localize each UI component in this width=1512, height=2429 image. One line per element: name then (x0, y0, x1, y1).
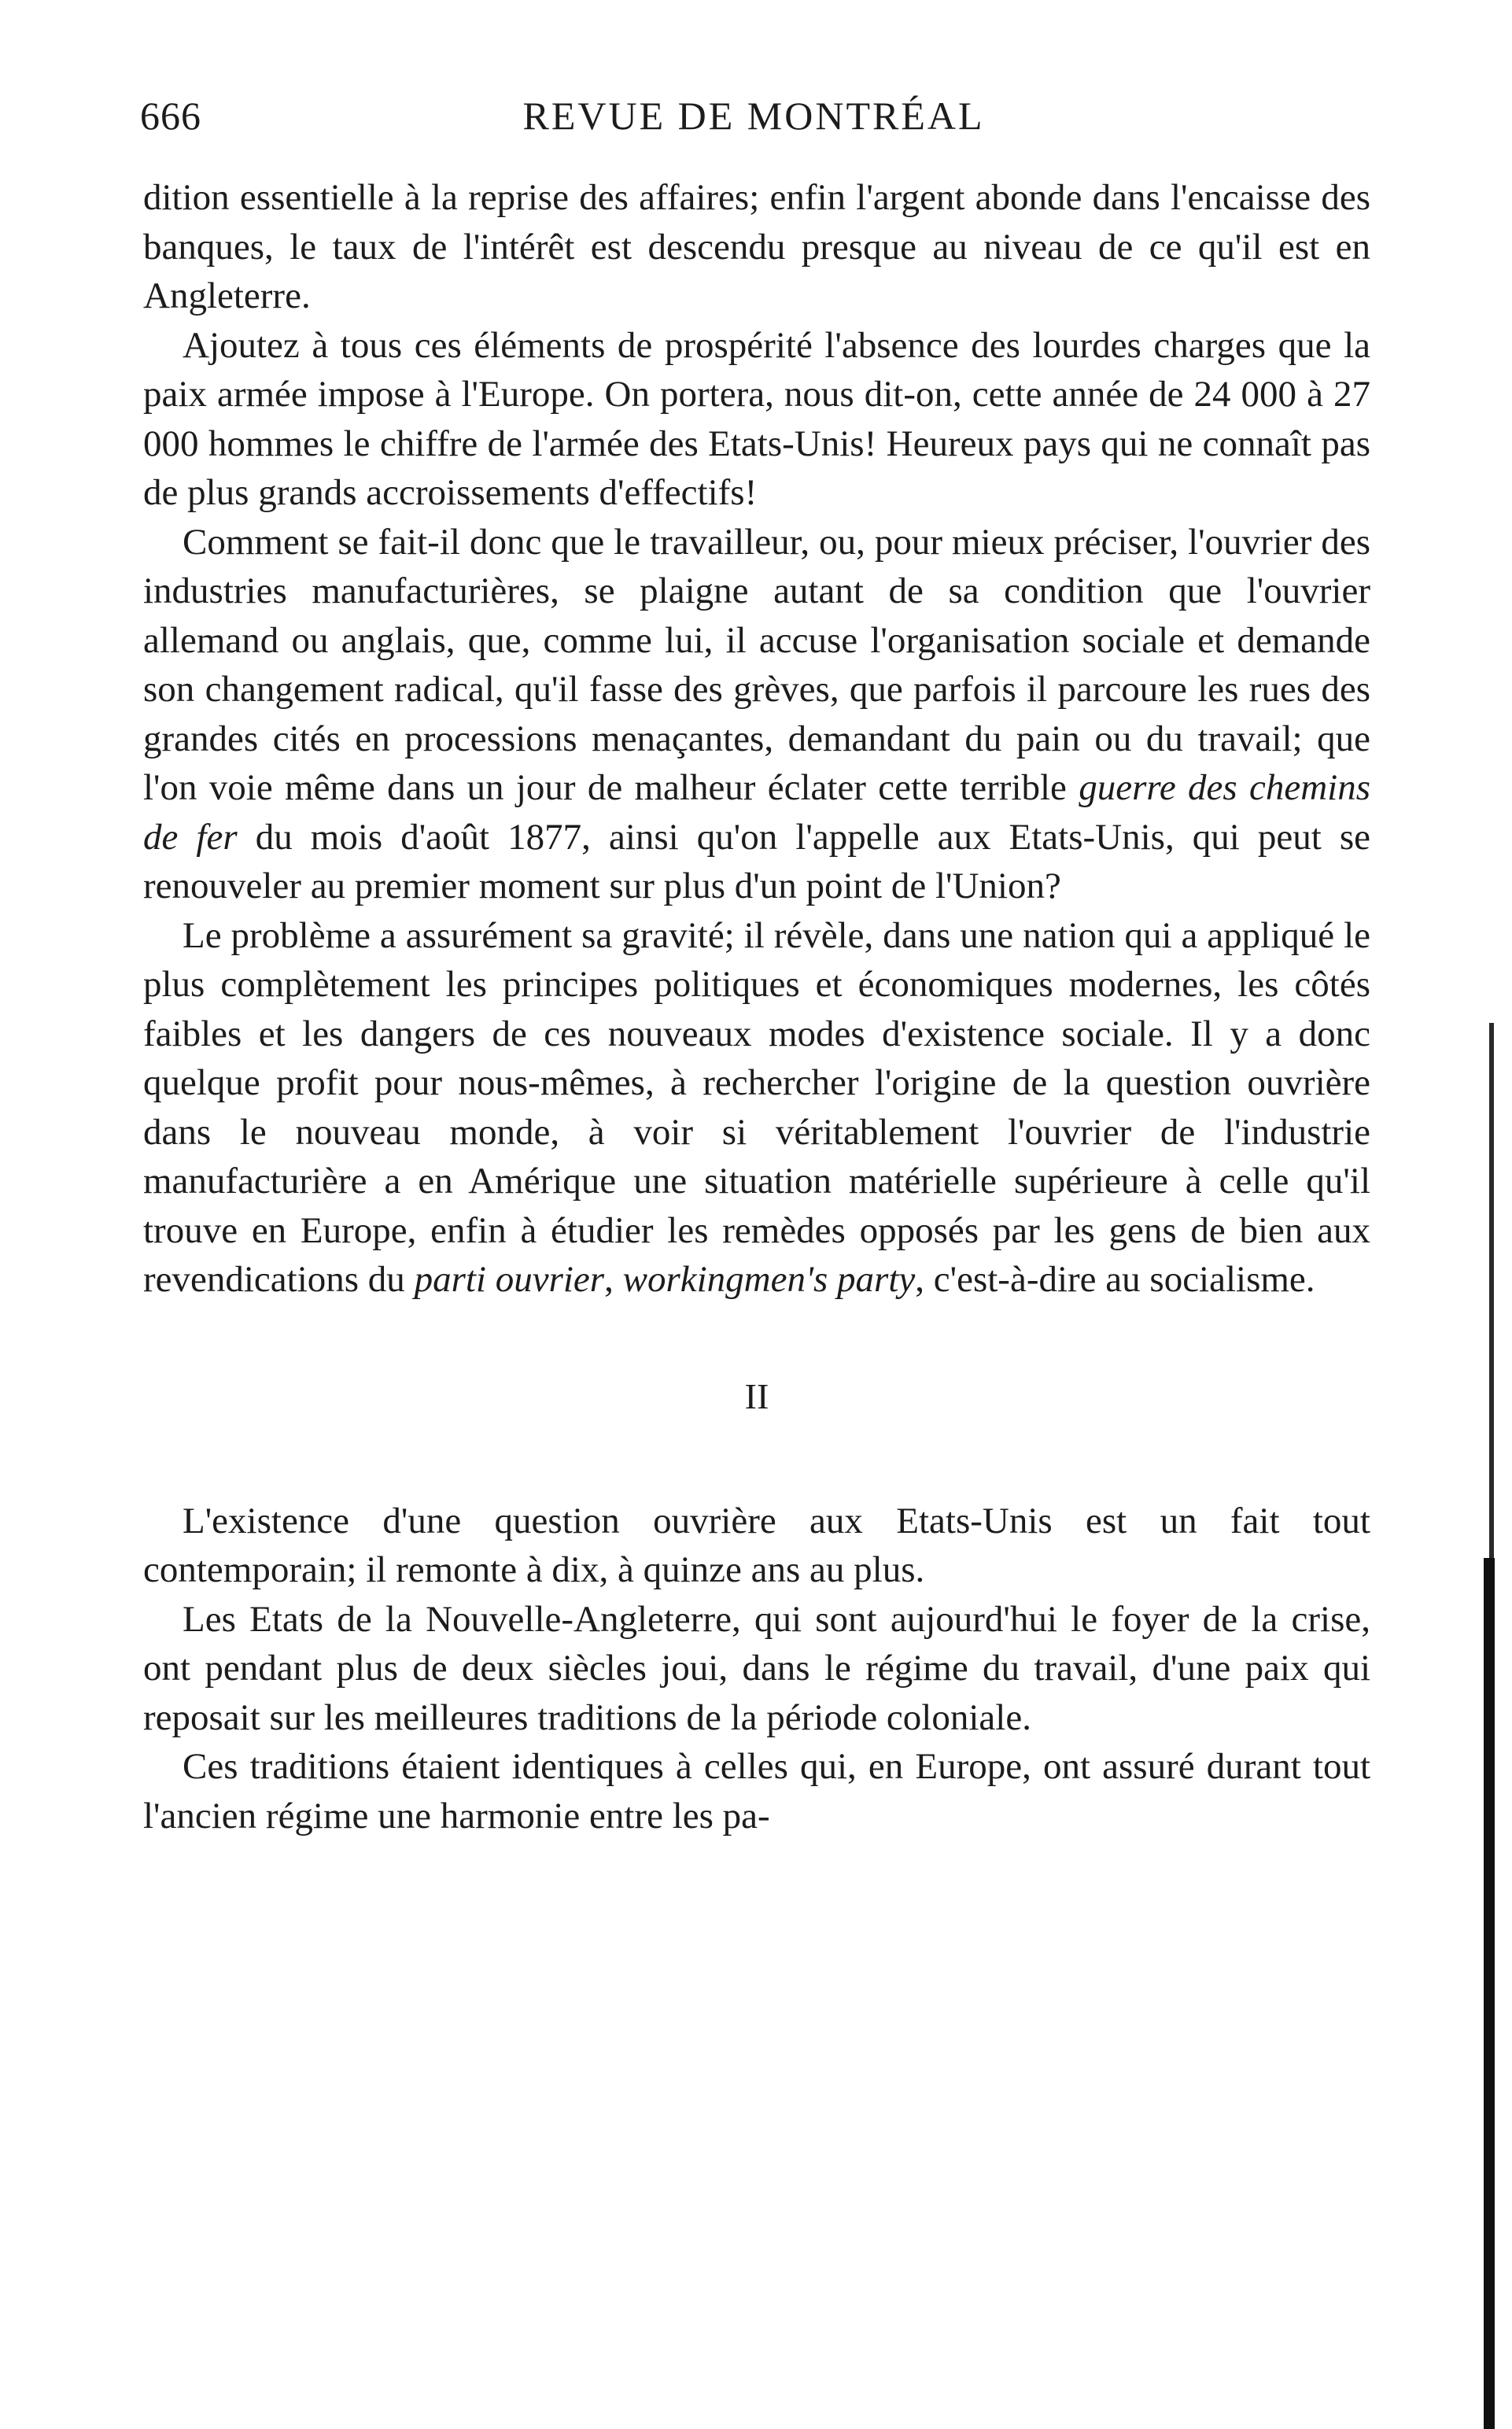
running-head (140, 93, 1367, 148)
text-run: L'existence d'une question ouvrière aux Etats-Unis est un fait tout contemporain; il remonte à dix, à quinze ans au plus. (143, 1500, 1370, 1590)
italic-text: parti ouvrier (414, 1259, 605, 1300)
paragraph (143, 1497, 1370, 1595)
paragraph (143, 911, 1370, 1305)
body-text (143, 173, 1370, 1840)
paragraph (143, 173, 1370, 321)
page-number: 666 (140, 94, 201, 138)
text-run: Ces traditions étaient identiques à celles qui, en Europe, ont assuré durant tout l'ancien régime une harmonie entre les pa- (143, 1746, 1370, 1837)
paragraph (143, 518, 1370, 911)
binding-shadow-dark (1484, 1558, 1495, 2429)
section-heading: II (744, 1375, 769, 1416)
text-run: du mois d'août 1877, ainsi qu'on l'appelle aux Etats-Unis, qui peut se renouveler au premier moment sur plus d'un point de l'Union? (143, 816, 1370, 906)
paragraph (143, 1595, 1370, 1743)
text-run: Comment se fait-il donc que le travailleur, ou, pour mieux préciser, l'ouvrier des industries manufacturières, se plaigne autant de sa condition que l'ouvrier allemand ou anglais, que, comme lui, il accuse l'organisation sociale et demande son changement radical, qu'il fasse des grèves, que parfois il parcoure les rues des grandes cités en processions menaçantes, demandant du pain ou du travail; que l'on voie même dans un jour de malheur éclater cette terrible (143, 521, 1370, 808)
paragraphs-before-section (143, 173, 1370, 1305)
journal-title: REVUE DE MONTRÉAL (522, 94, 985, 138)
text-run: , (604, 1259, 623, 1300)
italic-text: guerre des chemins de fer (143, 767, 1370, 858)
italic-text: workingmen's party (622, 1259, 916, 1300)
text-run: Les Etats de la Nouvelle-Angleterre, qui sont aujourd'hui le foyer de la crise, ont pendant plus de deux siècles joui, dans le régime du travail, d'une paix qui reposait sur les meilleures traditions de la période coloniale. (143, 1598, 1370, 1738)
text-run: dition essentielle à la reprise des affaires; enfin l'argent abonde dans l'encaisse des banques, le taux de l'intérêt est descendu presque au niveau de ce qu'il est en Angleterre. (143, 177, 1370, 316)
paragraph (143, 321, 1370, 518)
text-run: Le problème a assurément sa gravité; il révèle, dans une nation qui a appliqué le plus complètement les principes politiques et économiques modernes, les côtés faibles et les dangers de ces nouveaux modes d'existence sociale. Il y a donc quelque profit pour nous-mêmes, à rechercher l'origine de la question ouvrière dans le nouveau monde, à voir si véritablement l'ouvrier de l'industrie manufacturière a en Amérique une situation matérielle supérieure à celle qu'il trouve en Europe, enfin à étudier les remèdes opposés par les gens de bien aux revendications du (143, 914, 1370, 1300)
text-run: Ajoutez à tous ces éléments de prospérité l'absence des lourdes charges que la paix armée impose à l'Europe. On portera, nous dit-on, cette année de 24 000 à 27 000 hommes le chiffre de l'armée des Etats-Unis! Heureux pays qui ne connaît pas de plus grands accroissements d'effectifs! (143, 324, 1370, 513)
binding-shadow (1489, 1023, 1494, 1558)
paragraphs-after-section (143, 1497, 1370, 1841)
text-run: , c'est-à-dire au socialisme. (915, 1259, 1315, 1300)
paragraph (143, 1742, 1370, 1840)
